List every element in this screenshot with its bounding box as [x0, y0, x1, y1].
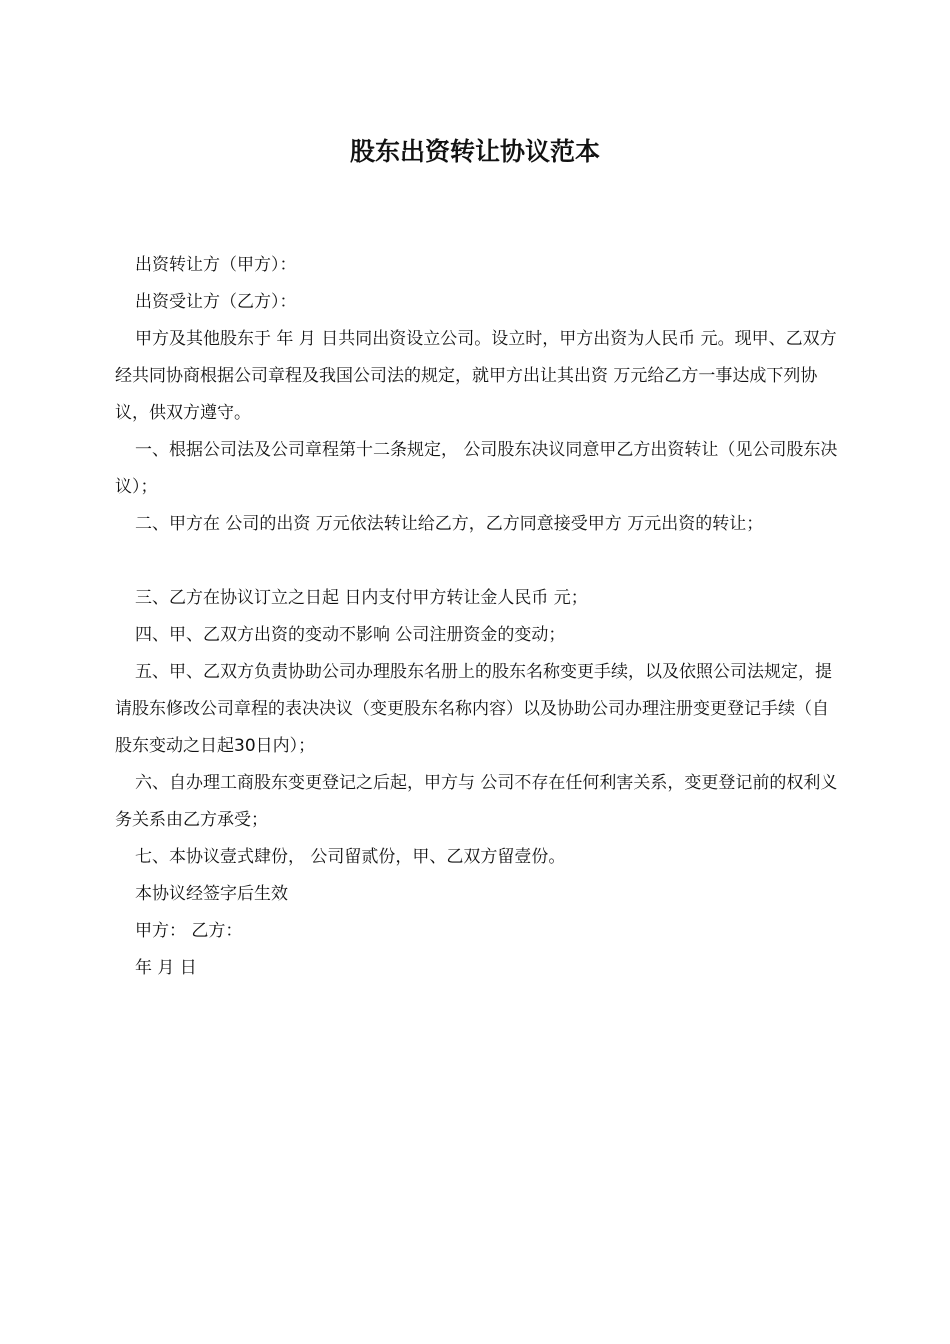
clause-3: 三、乙方在协议订立之日起 日内支付甲方转让金人民币 元；: [135, 588, 588, 608]
preamble-paragraph: 甲方及其他股东于 年 月 日共同出资设立公司。设立时，甲方出资为人民币 元。现甲、乙双方经共同协商根据公司章程及我国公司法的规定，就甲方出让其出资 万元给乙方一事达成下列协议，供双方遵守。: [115, 329, 837, 423]
document-body: [115, 247, 845, 987]
document-title: 股东出资转让协议范本: [349, 137, 600, 166]
transferor-line: 出资转让方（甲方）：: [135, 255, 297, 275]
date-line: 年 月 日: [135, 958, 197, 978]
clause-6: 六、自办理工商股东变更登记之后起，甲方与 公司不存在任何利害关系，变更登记前的权利义务关系由乙方承受；: [115, 773, 838, 830]
clause-2: 二、甲方在 公司的出资 万元依法转让给乙方，乙方同意接受甲方 万元出资的转让；: [135, 514, 764, 534]
transferee-line: 出资受让方（乙方）：: [135, 292, 297, 312]
effective-statement: 本协议经签字后生效: [135, 884, 288, 904]
clause-4: 四、甲、乙双方出资的变动不影响 公司注册资金的变动；: [135, 625, 566, 645]
clause-1: 一、根据公司法及公司章程第十二条规定， 公司股东决议同意甲乙方出资转让（见公司股东决议）；: [115, 440, 838, 497]
clause-7: 七、本协议壹式肆份， 公司留贰份，甲、乙双方留壹份。: [135, 847, 566, 867]
spacer: [115, 543, 845, 580]
signature-line: 甲方： 乙方：: [135, 921, 243, 941]
clause-5: 五、甲、乙双方负责协助公司办理股东名册上的股东名称变更手续，以及依照公司法规定，提请股东修改公司章程的表决决议（变更股东名称内容）以及协助公司办理注册变更登记手续（自股东变动之日起30日内）；: [115, 662, 832, 756]
